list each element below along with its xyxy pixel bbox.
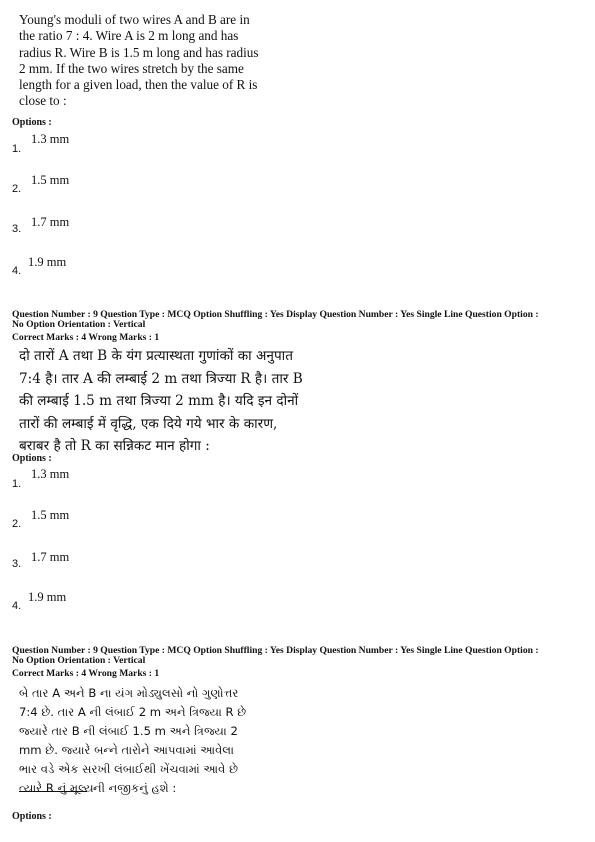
option-3-value: 1.7 mm [31,550,70,564]
options-label: Options : [12,117,52,128]
option-2-value: 1.5 mm [31,173,70,187]
option-2-number: 2. [12,518,22,530]
option-3-number: 3. [12,223,22,235]
option-2-value: 1.5 mm [31,508,70,522]
option-3-value: 1.7 mm [31,215,70,229]
option-4-number: 4. [12,265,22,277]
question-end-line [19,779,279,798]
marks-info: Correct Marks : 4 Wrong Marks : 1 [12,668,160,679]
answer-blank [19,791,87,792]
option-4-value: 1.9 mm [28,255,67,269]
option-1-value: 1.3 mm [31,467,70,481]
question-meta [12,310,587,330]
question-text-hindi: दो तारों A तथा B के यंग प्रत्यास्थता गुणांकों का अनुपात 7:4 है। तार A की लम्बाई 2 m तथा त्रिज्या R है। तार B की लम्बाई 1.5 m तथा त्रिज्या 2 mm है। यदि इन दोनों तारों की लम्बाई में वृद्धि, एक दिये गये भार के कारण, बराबर है तो R का सन्निकट मान होगा : [19,348,303,455]
option-2-number: 2. [12,183,22,195]
question-end-text: ની નજીકનું હશે : [93,781,177,795]
question-text-english: Young's moduli of two wires A and B are in the ratio 7 : 4. Wire A is 2 m long and has radius R. Wire B is 1.5 m long and has radius 2 mm. If the two wires stretch by the same length for a given load, then the value of R is close to : [19,12,259,109]
option-4-number: 4. [12,600,22,612]
question-meta-line-2: No Option Orientation : Vertical [12,655,146,666]
question-text-gujarati: બે તાર A અને B ના યંગ મોડ્યુલસો નો ગુણોત્તર 7:4 છે. તાર A ની લંબાઈ 2 m અને ત્રિજ્યા R છે જ્યારે તાર B ની લંબાઈ 1.5 m અને ત્રિજ્યા 2 mm છે. જ્યારે બન્ને તારોને આપવામાં આવેલા ભાર વડે એક સરખી લંબાઈથી ખેંચવામાં આવે છે ત્યારે R નું મૂલ્ય [19,686,247,796]
option-1-number: 1. [12,478,22,490]
options-label: Options : [12,811,52,822]
question-meta-line-1: Question Number : 9 Question Type : MCQ Option Shuffling : Yes Display Question Number : Yes Single Line Question Option : [12,309,539,320]
option-1-number: 1. [12,143,22,155]
question-meta-line-2: No Option Orientation : Vertical [12,319,146,330]
option-3-number: 3. [12,558,22,570]
question-meta-line-1: Question Number : 9 Question Type : MCQ Option Shuffling : Yes Display Question Number : Yes Single Line Question Option : [12,645,539,656]
options-label: Options : [12,453,52,464]
option-4-value: 1.9 mm [28,590,67,604]
option-1-value: 1.3 mm [31,132,70,146]
question-meta [12,646,587,666]
marks-info: Correct Marks : 4 Wrong Marks : 1 [12,332,160,343]
